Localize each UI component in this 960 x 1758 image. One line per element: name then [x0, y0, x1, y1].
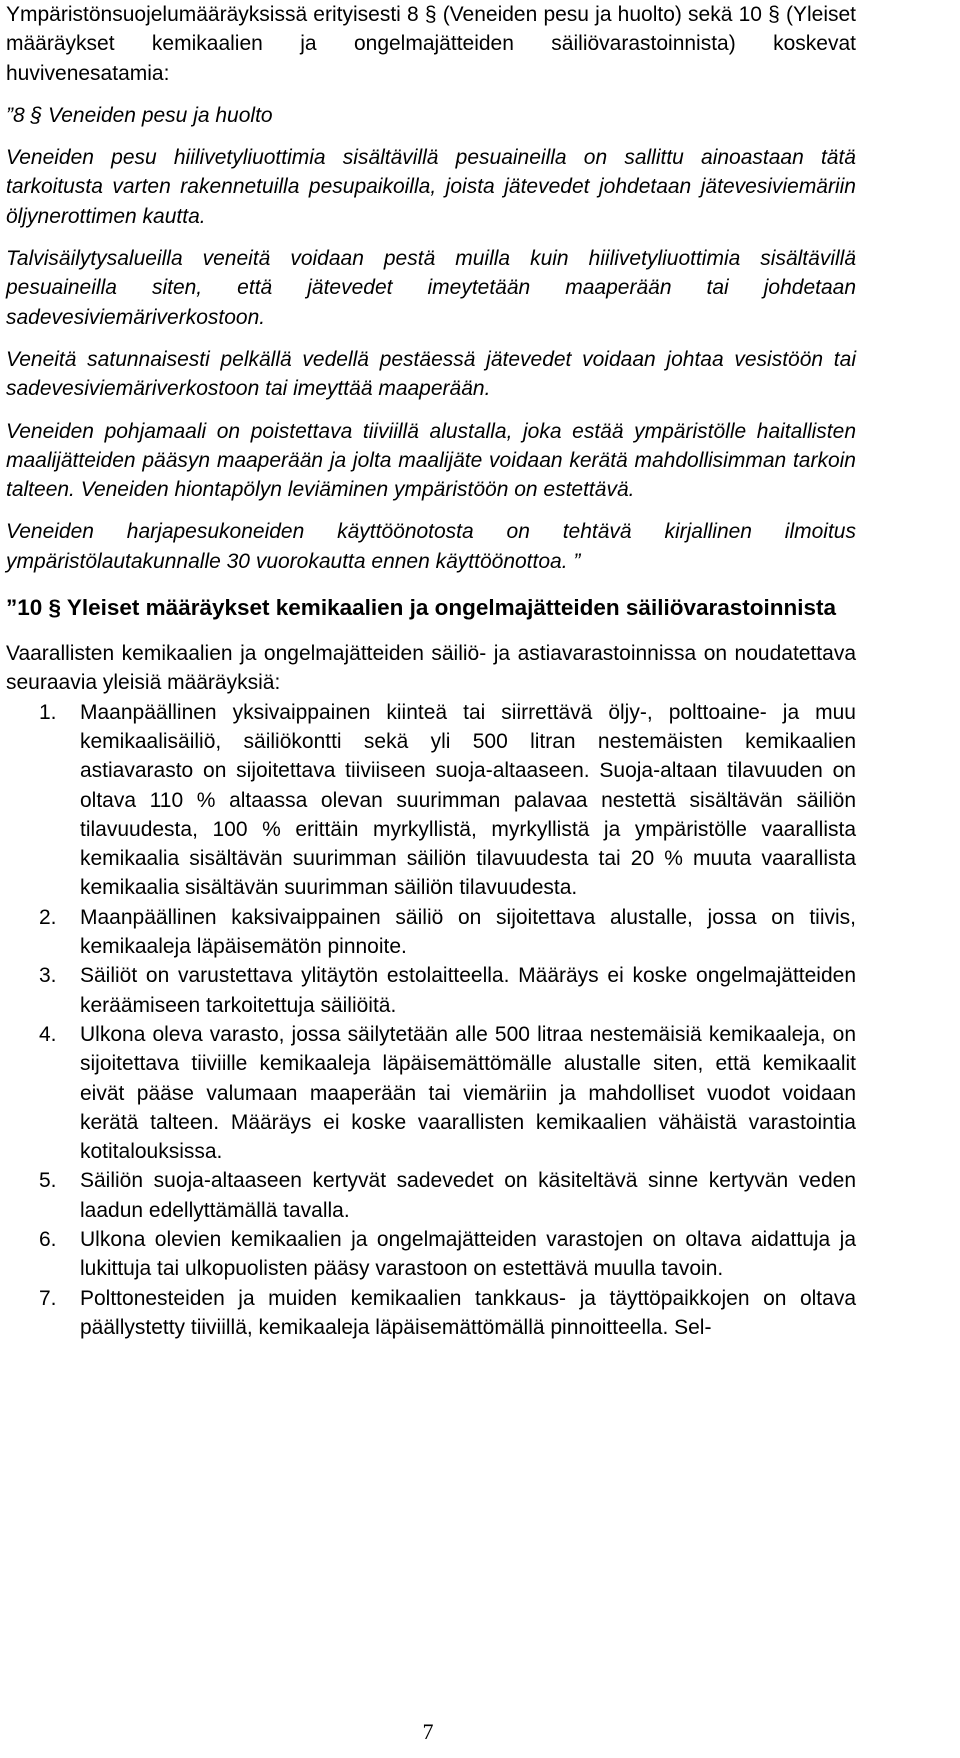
- section-8: [6, 101, 856, 576]
- list-item-number: 1.: [39, 700, 57, 724]
- page-number: 7: [422, 1719, 434, 1744]
- regulation-list: [6, 698, 856, 1343]
- list-item-number: 3.: [39, 964, 57, 988]
- section-8-paragraph: Veneiden pohjamaali on poistettava tiiviillä alustalla, joka estää ympäristölle haitallisten maalijätteiden pääsyn maaperään ja jolta maalijäte voidaan kerätä mahdollisimman tarkoin talteen. Veneiden hiontapölyn leviäminen ympäristöön on estettävä.: [6, 419, 856, 502]
- list-item-text: Säiliön suoja-altaaseen kertyvät sadevedet on käsiteltävä sinne kertyvän veden laadun edellyttämällä tavalla.: [80, 1169, 856, 1222]
- list-item-text: Ulkona olevien kemikaalien ja ongelmajätteiden varastojen on oltava aidattuja ja lukittuja tai ulkopuolisten pääsy varastoon on estettävä muulla tavoin.: [80, 1227, 856, 1281]
- page-content: [6, 0, 856, 1342]
- list-item-number: 7.: [39, 1286, 57, 1310]
- list-item-text: Polttonesteiden ja muiden kemikaalien tankkaus- ja täyttöpaikkojen on oltava päällystetty tiiviillä, kemikaaleja läpäisemättömällä pinnoitteella. Sel-: [80, 1286, 856, 1339]
- section-8-heading: ”8 § Veneiden pesu ja huolto: [6, 103, 273, 127]
- section-8-paragraph: Veneiden pesu hiilivetyliuottimia sisältävillä pesuaineilla on sallittu ainoastaan tätä tarkoitusta varten rakennetuilla pesupaikoilla, joista jätevedet johdetaan jätevesiviemäriin öljynerottimen kautta.: [6, 146, 856, 228]
- list-item: [6, 961, 856, 1020]
- list-item-text: Säiliöt on varustettava ylitäytön estolaitteella. Määräys ei koske ongelmajätteiden keräämiseen tarkoitettuja säiliöitä.: [80, 964, 856, 1017]
- list-item: [6, 1225, 856, 1284]
- list-item: [6, 1284, 856, 1343]
- section-8-paragraph: Talvisäilytysalueilla veneitä voidaan pestä muilla kuin hiilivetyliuottimia sisältävillä pesuaineilla siten, että jätevedet imeytetään maaperään tai johdetaan sadevesiviemäriverkostoon.: [6, 247, 856, 329]
- list-item-number: 4.: [39, 1022, 57, 1046]
- list-item-text: Ulkona oleva varasto, jossa säilytetään alle 500 litraa nestemäisiä kemikaaleja, on sijoitettava tiiviille kemikaaleja läpäisemättömälle alustalle siten, että kemikaalit eivät pääse valumaan maaperään tai viemäriin ja mahdolliset vuodot voidaan kerätä talteen. Määräys ei koske vaarallisten kemikaalien vähäistä varastointia kotitalouksissa.: [80, 1022, 856, 1164]
- section-8-paragraph: Veneiden harjapesukoneiden käyttöönotosta on tehtävä kirjallinen ilmoitus ympäristölautakunnalle 30 vuorokautta ennen käyttöönottoa. ”: [6, 520, 856, 573]
- list-item: [6, 1020, 856, 1166]
- section-10-intro: Vaarallisten kemikaalien ja ongelmajätteiden säiliö- ja astiavarastoinnissa on noudatettava seuraavia yleisiä määräyksiä:: [6, 642, 856, 695]
- section-10-heading: ”10 § Yleiset määräykset kemikaalien ja ongelmajätteiden säiliövarastoinnista: [6, 595, 836, 621]
- section-10: [6, 593, 856, 1342]
- list-item-number: 6.: [39, 1227, 57, 1251]
- list-item: [6, 903, 856, 962]
- list-item-number: 2.: [39, 905, 57, 929]
- list-item: [6, 1166, 856, 1225]
- list-item: [6, 698, 856, 903]
- section-8-paragraph: Veneitä satunnaisesti pelkällä vedellä pestäessä jätevedet voidaan johtaa vesistöön tai sadevesiviemäriverkostoon tai imeyttää maaperään.: [6, 347, 856, 401]
- list-item-number: 5.: [39, 1169, 57, 1193]
- list-item-text: Maanpäällinen kaksivaippainen säiliö on sijoitettava alustalle, jossa on tiivis, kemikaaleja läpäisemätön pinnoite.: [80, 905, 856, 959]
- intro-paragraph: Ympäristönsuojelumääräyksissä erityisesti 8 § (Veneiden pesu ja huolto) sekä 10 § (Yleiset määräykset kemikaalien ja ongelmajätteiden säiliövarastoinnista) koskevat huvivenesatamia:: [6, 3, 856, 85]
- list-item-text: Maanpäällinen yksivaippainen kiinteä tai siirrettävä öljy-, polttoaine- ja muu kemikaalisäiliö, säiliökontti sekä yli 500 litran nestemäisten kemikaalien astiavarasto on sijoitettava tiiviiseen suoja-altaaseen. Suoja-altaan tilavuuden on oltava 110 % altaassa olevan suurimman palavaa nestettä sisältävän säiliön tilavuudesta, 100 % erittäin myrkyllistä, myrkyllistä ja ympäristölle vaarallista kemikaalia sisältävän suurimman säiliön tilavuudesta tai 20 % muuta vaarallista kemikaalia sisältävän suurimman säiliön tilavuudesta.: [80, 700, 856, 900]
